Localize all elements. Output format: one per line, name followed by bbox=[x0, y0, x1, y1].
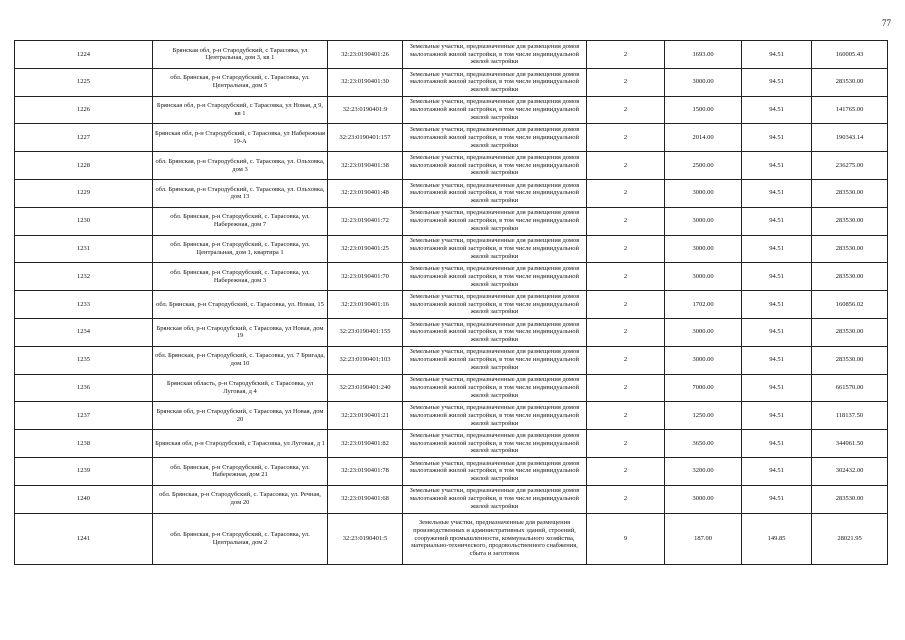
area-cell: 3000.00 bbox=[665, 346, 742, 374]
cadastral-value-table bbox=[14, 40, 888, 565]
area-cell: 2500.00 bbox=[665, 152, 742, 180]
specific-value-cell: 94.51 bbox=[742, 179, 812, 207]
cadastral-number-cell: 32:23:0190401:78 bbox=[328, 457, 403, 485]
address-cell: обл. Брянская, р-н Стародубский, с. Тарасовка, ул. Центральная, дом 5 bbox=[153, 68, 328, 96]
area-cell: 3000.00 bbox=[665, 68, 742, 96]
land-use-cell: Земельные участки, предназначенные для размещения домов малоэтажной жилой застройки, в том числе индивидуальной жилой застройки bbox=[403, 179, 587, 207]
group-cell: 2 bbox=[587, 402, 665, 430]
area-cell: 1500.00 bbox=[665, 96, 742, 124]
cadastral-number-cell: 32:23:0190401:16 bbox=[328, 291, 403, 319]
page-number: 77 bbox=[882, 18, 891, 28]
area-cell: 3000.00 bbox=[665, 179, 742, 207]
group-cell: 2 bbox=[587, 179, 665, 207]
cadastral-value-cell: 283530.00 bbox=[812, 485, 888, 513]
row-number-cell: 1224 bbox=[15, 41, 153, 69]
table-row bbox=[15, 485, 888, 513]
group-cell: 2 bbox=[587, 235, 665, 263]
specific-value-cell: 149.85 bbox=[742, 513, 812, 564]
group-cell: 2 bbox=[587, 96, 665, 124]
row-number-cell: 1234 bbox=[15, 318, 153, 346]
row-number-cell: 1232 bbox=[15, 263, 153, 291]
address-cell: Брянская обл, р-н Стародубский, с Тарасовка, ул Новая, дом 19 bbox=[153, 318, 328, 346]
group-cell: 2 bbox=[587, 318, 665, 346]
group-cell: 2 bbox=[587, 207, 665, 235]
address-cell: обл. Брянская, р-н Стародубский, с. Тарасовка, ул. 7 Бригада, дом 10 bbox=[153, 346, 328, 374]
row-number-cell: 1237 bbox=[15, 402, 153, 430]
land-use-cell: Земельные участки, предназначенные для размещения домов малоэтажной жилой застройки, в том числе индивидуальной жилой застройки bbox=[403, 291, 587, 319]
address-cell: Брянская область, р-н Стародубский, с Тарасовка, ул Луговая, д 4 bbox=[153, 374, 328, 402]
group-cell: 2 bbox=[587, 457, 665, 485]
area-cell: 3000.00 bbox=[665, 263, 742, 291]
address-cell: обл. Брянская, р-н Стародубский, с. Тарасовка, ул. Набережная, дом 7 bbox=[153, 207, 328, 235]
specific-value-cell: 94.51 bbox=[742, 124, 812, 152]
land-use-cell: Земельные участки, предназначенные для размещения домов малоэтажной жилой застройки, в том числе индивидуальной жилой застройки bbox=[403, 374, 587, 402]
area-cell: 3200.00 bbox=[665, 457, 742, 485]
table-row bbox=[15, 291, 888, 319]
address-cell: Брянская обл, р-н Стародубский, с Тарасовка, ул Новая, д 9, кв 1 bbox=[153, 96, 328, 124]
specific-value-cell: 94.51 bbox=[742, 41, 812, 69]
cadastral-value-cell: 283530.00 bbox=[812, 346, 888, 374]
table-row bbox=[15, 430, 888, 458]
specific-value-cell: 94.51 bbox=[742, 96, 812, 124]
cadastral-number-cell: 32:23:0190401:9 bbox=[328, 96, 403, 124]
specific-value-cell: 94.51 bbox=[742, 291, 812, 319]
specific-value-cell: 94.51 bbox=[742, 430, 812, 458]
table-row bbox=[15, 41, 888, 69]
address-cell: Брянская обл, р-н Стародубский, с Тарасовка, ул Луговая, д 1 bbox=[153, 430, 328, 458]
land-use-cell: Земельные участки, предназначенные для размещения домов малоэтажной жилой застройки, в том числе индивидуальной жилой застройки bbox=[403, 207, 587, 235]
area-cell: 187.00 bbox=[665, 513, 742, 564]
cadastral-number-cell: 32:23:0190401:30 bbox=[328, 68, 403, 96]
group-cell: 2 bbox=[587, 346, 665, 374]
land-use-cell: Земельные участки, предназначенные для размещения производственных и административных зданий, строений, сооружений промышленности, коммунального хозяйства, материально-технического, продовольственного снабжения, сбыта и заготовок bbox=[403, 513, 587, 564]
address-cell: обл. Брянская, р-н Стародубский, с. Тарасовка, ул. Ольховка, дом 13 bbox=[153, 179, 328, 207]
cadastral-number-cell: 32:23:0190401:70 bbox=[328, 263, 403, 291]
table-row bbox=[15, 374, 888, 402]
cadastral-value-cell: 160856.02 bbox=[812, 291, 888, 319]
cadastral-value-cell: 283530.00 bbox=[812, 318, 888, 346]
cadastral-value-cell: 160005.43 bbox=[812, 41, 888, 69]
address-cell: обл. Брянская, р-н Стародубский, с. Тарасовка, ул. Речная, дом 20 bbox=[153, 485, 328, 513]
cadastral-value-cell: 344961.50 bbox=[812, 430, 888, 458]
specific-value-cell: 94.51 bbox=[742, 346, 812, 374]
area-cell: 1250.00 bbox=[665, 402, 742, 430]
land-use-cell: Земельные участки, предназначенные для размещения домов малоэтажной жилой застройки, в том числе индивидуальной жилой застройки bbox=[403, 457, 587, 485]
area-cell: 3000.00 bbox=[665, 235, 742, 263]
cadastral-value-cell: 118137.50 bbox=[812, 402, 888, 430]
cadastral-number-cell: 32:23:0190401:48 bbox=[328, 179, 403, 207]
table-row bbox=[15, 152, 888, 180]
table-row bbox=[15, 179, 888, 207]
table-row bbox=[15, 263, 888, 291]
group-cell: 2 bbox=[587, 41, 665, 69]
address-cell: обл. Брянская, р-н Стародубский, с. Тарасовка, ул. Центральная, дом 1, квартира 1 bbox=[153, 235, 328, 263]
group-cell: 2 bbox=[587, 291, 665, 319]
area-cell: 1693.00 bbox=[665, 41, 742, 69]
table-row bbox=[15, 318, 888, 346]
area-cell: 1702.00 bbox=[665, 291, 742, 319]
cadastral-number-cell: 32:23:0190401:157 bbox=[328, 124, 403, 152]
cadastral-value-cell: 302432.00 bbox=[812, 457, 888, 485]
row-number-cell: 1238 bbox=[15, 430, 153, 458]
cadastral-number-cell: 32:23:0190401:68 bbox=[328, 485, 403, 513]
land-use-cell: Земельные участки, предназначенные для размещения домов малоэтажной жилой застройки, в том числе индивидуальной жилой застройки bbox=[403, 235, 587, 263]
specific-value-cell: 94.51 bbox=[742, 152, 812, 180]
address-cell: обл. Брянская, р-н Стародубский, с. Тарасовка, ул. Ольховка, дом 3 bbox=[153, 152, 328, 180]
specific-value-cell: 94.51 bbox=[742, 318, 812, 346]
row-number-cell: 1235 bbox=[15, 346, 153, 374]
address-cell: Брянская обл, р-н Стародубский, с Тарасовка, ул Новая, дом 20 bbox=[153, 402, 328, 430]
group-cell: 2 bbox=[587, 152, 665, 180]
row-number-cell: 1239 bbox=[15, 457, 153, 485]
specific-value-cell: 94.51 bbox=[742, 485, 812, 513]
table-row bbox=[15, 207, 888, 235]
area-cell: 7000.00 bbox=[665, 374, 742, 402]
row-number-cell: 1227 bbox=[15, 124, 153, 152]
land-use-cell: Земельные участки, предназначенные для размещения домов малоэтажной жилой застройки, в том числе индивидуальной жилой застройки bbox=[403, 430, 587, 458]
address-cell: обл. Брянская, р-н Стародубский, с. Тарасовка, ул. Набережная, дом 21 bbox=[153, 457, 328, 485]
cadastral-number-cell: 32:23:0190401:103 bbox=[328, 346, 403, 374]
address-cell: обл. Брянская, р-н Стародубский, с. Тарасовка, ул. Новая, 15 bbox=[153, 291, 328, 319]
table-row bbox=[15, 68, 888, 96]
land-use-cell: Земельные участки, предназначенные для размещения домов малоэтажной жилой застройки, в том числе индивидуальной жилой застройки bbox=[403, 68, 587, 96]
land-use-cell: Земельные участки, предназначенные для размещения домов малоэтажной жилой застройки, в том числе индивидуальной жилой застройки bbox=[403, 96, 587, 124]
land-use-cell: Земельные участки, предназначенные для размещения домов малоэтажной жилой застройки, в том числе индивидуальной жилой застройки bbox=[403, 41, 587, 69]
specific-value-cell: 94.51 bbox=[742, 374, 812, 402]
specific-value-cell: 94.51 bbox=[742, 207, 812, 235]
table-row bbox=[15, 402, 888, 430]
table-row bbox=[15, 346, 888, 374]
row-number-cell: 1226 bbox=[15, 96, 153, 124]
table-row bbox=[15, 124, 888, 152]
table-row bbox=[15, 235, 888, 263]
table-row bbox=[15, 513, 888, 564]
area-cell: 3000.00 bbox=[665, 207, 742, 235]
area-cell: 3000.00 bbox=[665, 318, 742, 346]
cadastral-value-cell: 283530.00 bbox=[812, 207, 888, 235]
cadastral-value-cell: 283530.00 bbox=[812, 179, 888, 207]
cadastral-number-cell: 32:23:0190401:82 bbox=[328, 430, 403, 458]
cadastral-value-cell: 190343.14 bbox=[812, 124, 888, 152]
cadastral-value-cell: 141765.00 bbox=[812, 96, 888, 124]
table-body bbox=[15, 41, 888, 565]
row-number-cell: 1228 bbox=[15, 152, 153, 180]
group-cell: 2 bbox=[587, 485, 665, 513]
specific-value-cell: 94.51 bbox=[742, 235, 812, 263]
address-cell: Брянская обл, р-н Стародубский, с Тарасовка, ул Центральная, дом 3, кв 1 bbox=[153, 41, 328, 69]
row-number-cell: 1230 bbox=[15, 207, 153, 235]
specific-value-cell: 94.51 bbox=[742, 263, 812, 291]
specific-value-cell: 94.51 bbox=[742, 457, 812, 485]
row-number-cell: 1240 bbox=[15, 485, 153, 513]
land-use-cell: Земельные участки, предназначенные для размещения домов малоэтажной жилой застройки, в том числе индивидуальной жилой застройки bbox=[403, 402, 587, 430]
row-number-cell: 1229 bbox=[15, 179, 153, 207]
cadastral-value-cell: 283530.00 bbox=[812, 235, 888, 263]
address-cell: обл. Брянская, р-н Стародубский, с. Тарасовка, ул. Набережная, дом 3 bbox=[153, 263, 328, 291]
row-number-cell: 1225 bbox=[15, 68, 153, 96]
address-cell: Брянская обл, р-н Стародубский, с Тарасовка, ул Набережная 19-А bbox=[153, 124, 328, 152]
land-use-cell: Земельные участки, предназначенные для размещения домов малоэтажной жилой застройки, в том числе индивидуальной жилой застройки bbox=[403, 263, 587, 291]
cadastral-number-cell: 32:23:0190401:26 bbox=[328, 41, 403, 69]
cadastral-number-cell: 32:23:0190401:72 bbox=[328, 207, 403, 235]
table-row bbox=[15, 457, 888, 485]
cadastral-number-cell: 32:23:0190401:5 bbox=[328, 513, 403, 564]
area-cell: 3000.00 bbox=[665, 485, 742, 513]
cadastral-value-cell: 283530.00 bbox=[812, 68, 888, 96]
cadastral-value-cell: 661570.00 bbox=[812, 374, 888, 402]
cadastral-number-cell: 32:23:0190401:155 bbox=[328, 318, 403, 346]
land-use-cell: Земельные участки, предназначенные для размещения домов малоэтажной жилой застройки, в том числе индивидуальной жилой застройки bbox=[403, 346, 587, 374]
table-row bbox=[15, 96, 888, 124]
group-cell: 2 bbox=[587, 68, 665, 96]
cadastral-value-cell: 236275.00 bbox=[812, 152, 888, 180]
cadastral-number-cell: 32:23:0190401:240 bbox=[328, 374, 403, 402]
specific-value-cell: 94.51 bbox=[742, 68, 812, 96]
row-number-cell: 1236 bbox=[15, 374, 153, 402]
cadastral-number-cell: 32:23:0190401:25 bbox=[328, 235, 403, 263]
row-number-cell: 1233 bbox=[15, 291, 153, 319]
group-cell: 2 bbox=[587, 430, 665, 458]
group-cell: 2 bbox=[587, 124, 665, 152]
land-use-cell: Земельные участки, предназначенные для размещения домов малоэтажной жилой застройки, в том числе индивидуальной жилой застройки bbox=[403, 152, 587, 180]
group-cell: 2 bbox=[587, 263, 665, 291]
specific-value-cell: 94.51 bbox=[742, 402, 812, 430]
land-use-cell: Земельные участки, предназначенные для размещения домов малоэтажной жилой застройки, в том числе индивидуальной жилой застройки bbox=[403, 318, 587, 346]
cadastral-number-cell: 32:23:0190401:21 bbox=[328, 402, 403, 430]
land-use-cell: Земельные участки, предназначенные для размещения домов малоэтажной жилой застройки, в том числе индивидуальной жилой застройки bbox=[403, 124, 587, 152]
area-cell: 2014.00 bbox=[665, 124, 742, 152]
group-cell: 2 bbox=[587, 374, 665, 402]
cadastral-value-cell: 283530.00 bbox=[812, 263, 888, 291]
row-number-cell: 1231 bbox=[15, 235, 153, 263]
row-number-cell: 1241 bbox=[15, 513, 153, 564]
area-cell: 3650.00 bbox=[665, 430, 742, 458]
cadastral-number-cell: 32:23:0190401:38 bbox=[328, 152, 403, 180]
cadastral-value-cell: 28021.95 bbox=[812, 513, 888, 564]
address-cell: обл. Брянская, р-н Стародубский, с. Тарасовка, ул. Центральная, дом 2 bbox=[153, 513, 328, 564]
land-use-cell: Земельные участки, предназначенные для размещения домов малоэтажной жилой застройки, в том числе индивидуальной жилой застройки bbox=[403, 485, 587, 513]
group-cell: 9 bbox=[587, 513, 665, 564]
